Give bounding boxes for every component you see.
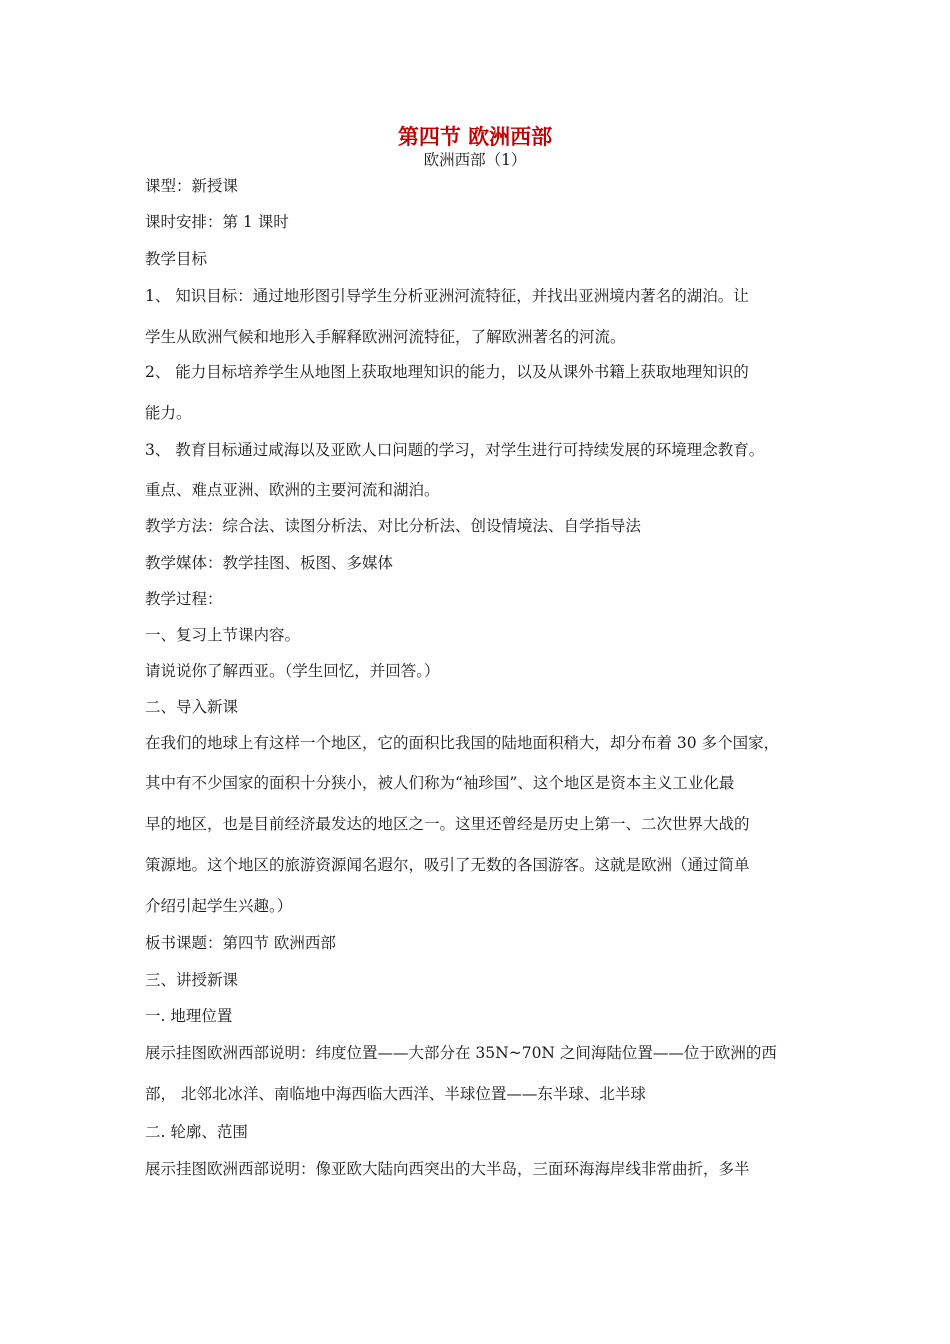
text-line: 1、 知识目标：通过地形图引导学生分析亚洲河流特征，并找出亚洲境内著名的湖泊。让 [145,287,749,305]
text-line: 重点、难点亚洲、欧洲的主要河流和湖泊。 [145,481,440,499]
text-line: 教学媒体：教学挂图、板图、多媒体 [145,554,394,572]
text-line: 策源地。这个地区的旅游资源闻名遐尔，吸引了无数的各国游客。这就是欧洲（通过简单 [145,856,750,874]
text-line: 板书课题：第四节 欧洲西部 [145,934,336,952]
text-line: 教学方法：综合法、读图分析法、对比分析法、创设情境法、自学指导法 [145,517,642,535]
text-line: 介绍引起学生兴趣。） [145,897,293,915]
text-line: 教学过程： [145,590,223,608]
text-line: 二. 轮廓、范围 [145,1123,248,1141]
text-line: 学生从欧洲气候和地形入手解释欧洲河流特征，了解欧洲著名的河流。 [145,328,626,346]
text-line: 在我们的地球上有这样一个地区，它的面积比我国的陆地面积稍大，却分布着 30 多个国家， [145,734,780,752]
text-line: 展示挂图欧洲西部说明：纬度位置——大部分在 35N~70N 之间海陆位置——位于欧洲的西 [145,1044,777,1062]
text-line: 一、复习上节课内容。 [145,626,301,644]
text-line: 一. 地理位置 [145,1007,233,1025]
text-line: 三、讲授新课 [145,971,239,989]
page-subtitle: 欧洲西部（1） [423,151,527,169]
text-line: 请说说你了解西亚。（学生回忆，并回答。） [145,662,440,680]
text-line: 展示挂图欧洲西部说明：像亚欧大陆向西突出的大半岛，三面环海海岸线非常曲折，多半 [145,1160,750,1178]
text-line: 课型：新授课 [145,177,239,195]
text-line: 二、导入新课 [145,698,239,716]
text-line: 部， 北邻北冰洋、南临地中海西临大西洋、半球位置——东半球、北半球 [145,1085,646,1103]
text-line: 其中有不少国家的面积十分狭小，被人们称为“袖珍国”、这个地区是资本主义工业化最 [145,774,735,792]
text-line: 课时安排：第 1 课时 [145,213,289,231]
text-line: 3、 教育目标通过咸海以及亚欧人口问题的学习，对学生进行可持续发展的环境理念教育。 [145,441,765,459]
text-line: 早的地区，也是目前经济最发达的地区之一。这里还曾经是历史上第一、二次世界大战的 [145,815,750,833]
text-line: 能力。 [145,404,192,422]
text-line: 2、 能力目标培养学生从地图上获取地理知识的能力，以及从课外书籍上获取地理知识的 [145,363,749,381]
text-line: 教学目标 [145,250,208,268]
page-title: 第四节 欧洲西部 [397,125,553,149]
